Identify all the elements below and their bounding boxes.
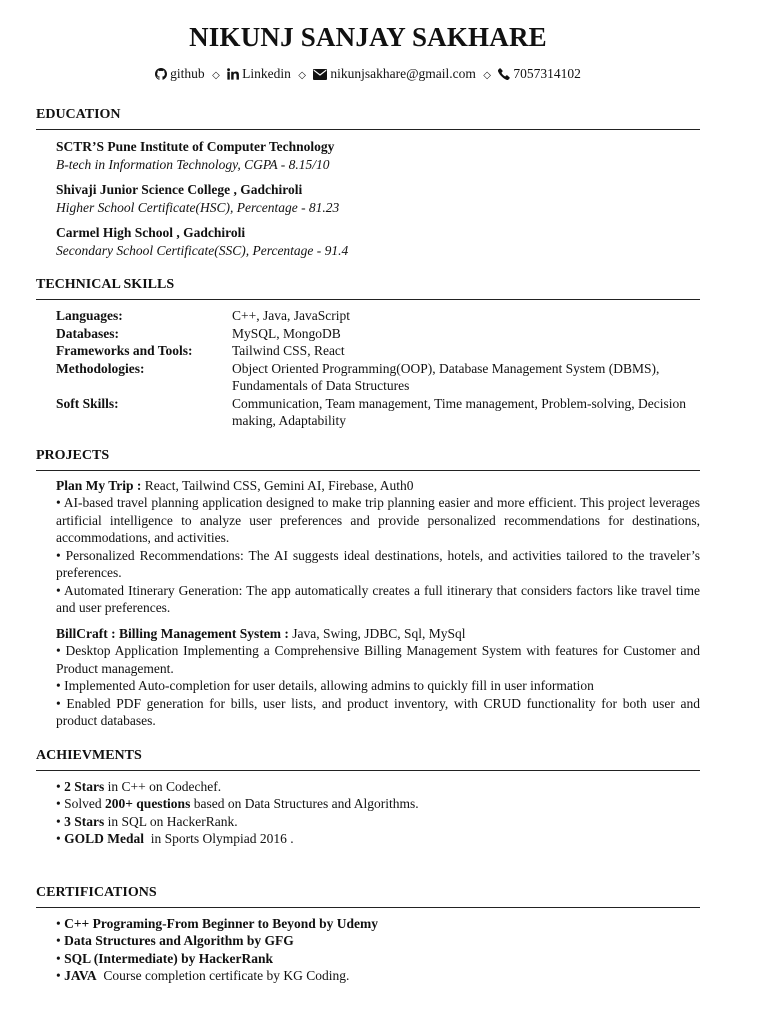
achievement-item: • 2 Stars in C++ on Codechef. (56, 778, 222, 794)
project-tech: Java, Swing, JDBC, Sql, MySql (292, 625, 466, 641)
degree-info: Secondary School Certificate(SSC), Percentage - 91.4 (56, 242, 349, 258)
section-title-certifications: CERTIFICATIONS (36, 884, 700, 908)
achievements-section (36, 747, 700, 848)
project-bullet: • Implemented Auto-completion for user details, allowing admins to quickly fill in user information (56, 678, 594, 693)
phone-number[interactable]: 7057314102 (513, 66, 581, 81)
certification-item: • C++ Programing-From Beginner to Beyond by Udemy (56, 915, 378, 931)
section-title-projects: PROJECTS (36, 447, 700, 471)
email-link[interactable]: nikunjsakhare@gmail.com (330, 66, 476, 81)
skill-key: Languages: (56, 308, 123, 323)
skills-section (36, 276, 700, 430)
project-description (56, 494, 700, 617)
degree-info: Higher School Certificate(HSC), Percentage - 81.23 (56, 199, 340, 215)
project-name: Plan My Trip (56, 477, 134, 493)
education-item (56, 181, 700, 216)
skill-key: Frameworks and Tools: (56, 343, 193, 358)
candidate-name: NIKUNJ SANJAY SAKHARE (189, 22, 547, 52)
education-item (56, 224, 700, 259)
skill-value: Communication, Team management, Time management, Problem-solving, Decision making, Adaptability (232, 395, 686, 428)
skill-key: Databases: (56, 325, 119, 341)
skill-value: Tailwind CSS, React (232, 343, 345, 358)
separator-diamond: ◇ (483, 70, 491, 81)
projects-section (36, 447, 700, 730)
achievement-item: • Solved 200+ questions based on Data Structures and Algorithms. (56, 796, 419, 811)
project-bullet: • Enabled PDF generation for bills, user lists, and product inventory, with CRUD functionality for both user and product databases. (56, 695, 700, 728)
project-bullet: • AI-based travel planning application designed to make trip planning easier and more efficient. This project leverages artificial intelligence to analyze user preferences and provide personalized recommendations for destinations, accommodations, and activities. (56, 495, 700, 545)
education-item (56, 138, 700, 173)
separator-diamond: ◇ (212, 70, 220, 81)
skill-key: Soft Skills: (56, 395, 119, 411)
project-separator: : (133, 477, 145, 493)
certification-item: • SQL (Intermediate) by HackerRank (56, 950, 273, 966)
degree-info: B-tech in Information Technology, CGPA - 8.15/10 (56, 156, 330, 172)
github-icon (155, 68, 167, 80)
phone-icon (498, 68, 510, 80)
github-link[interactable]: github (170, 66, 205, 81)
skill-value: C++, Java, JavaScript (232, 308, 350, 323)
project-bullet: • Personalized Recommendations: The AI suggests ideal destinations, hotels, and activities tailored to the traveler’s preferences. (56, 547, 700, 580)
institution-name: Shivaji Junior Science College , Gadchiroli (56, 182, 303, 197)
section-title-achievements: ACHIEVMENTS (36, 747, 700, 771)
project-description (56, 642, 700, 730)
skill-key: Methodologies: (56, 360, 145, 376)
education-section (36, 106, 700, 259)
project-name: BillCraft : Billing Management System (56, 625, 281, 641)
institution-name: SCTR’S Pune Institute of Computer Technology (56, 139, 335, 154)
contact-line (36, 65, 700, 85)
achievement-item: • 3 Stars in SQL on HackerRank. (56, 813, 238, 829)
project-bullet: • Automated Itinerary Generation: The app automatically creates a full itinerary that considers factors like travel time and user preferences. (56, 582, 700, 615)
linkedin-icon (227, 68, 239, 80)
skill-value: Object Oriented Programming(OOP), Database Management System (DBMS), Fundamentals of Data Structures (232, 360, 660, 393)
certification-item: • Data Structures and Algorithm by GFG (56, 933, 294, 948)
certification-item: • JAVA Course completion certificate by KG Coding. (56, 968, 350, 983)
institution-name: Carmel High School , Gadchiroli (56, 225, 246, 240)
project-tech: React, Tailwind CSS, Gemini AI, Firebase, Auth0 (144, 477, 414, 493)
project-bullet: • Desktop Application Implementing a Comprehensive Billing Management System with features for Customer and Product management. (56, 643, 700, 676)
skills-table (56, 307, 700, 430)
certifications-section (36, 884, 700, 985)
project-heading (56, 625, 700, 643)
resume-page (36, 20, 700, 985)
separator-diamond: ◇ (298, 70, 306, 81)
achievement-item: • GOLD Medal in Sports Olympiad 2016 . (56, 831, 294, 846)
project-separator: : (280, 625, 293, 641)
linkedin-link[interactable]: Linkedin (242, 66, 291, 81)
section-title-skills: TECHNICAL SKILLS (36, 276, 700, 300)
envelope-icon (313, 69, 327, 80)
skill-value: MySQL, MongoDB (232, 325, 341, 341)
project-heading (56, 477, 700, 495)
section-title-education: EDUCATION (36, 106, 700, 130)
